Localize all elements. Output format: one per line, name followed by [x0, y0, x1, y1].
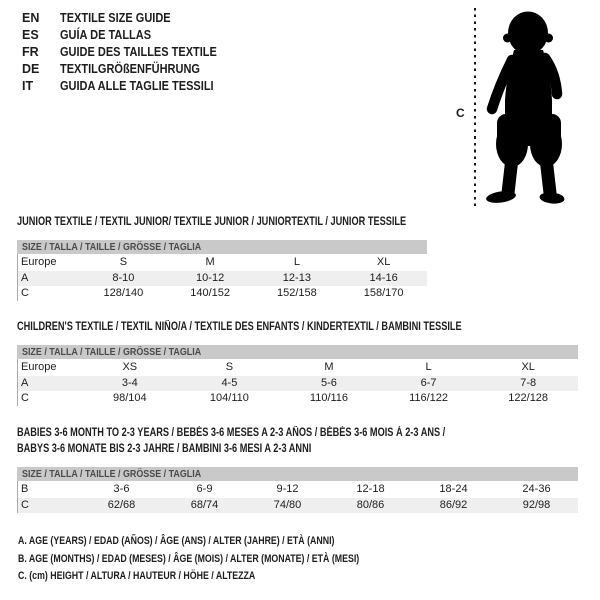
row-label: C — [21, 287, 29, 299]
section-title-text: CHILDREN'S TEXTILE / TEXTIL NIÑO/A / TEXTILE DES ENFANTS / KINDERTEXTIL / BAMBINI TESSILE — [17, 321, 462, 333]
cell-value: 86/92 — [439, 499, 468, 511]
section-title — [17, 214, 427, 230]
cell-value: 10-12 — [196, 272, 225, 284]
legend-text: A. AGE (YEARS) / EDAD (AÑOS) / ÂGE (ANS) / ALTER (JAHRE) / ETÀ (ANNI) — [18, 535, 335, 547]
measure-legend — [18, 533, 445, 586]
cell-value: 104/110 — [209, 392, 249, 404]
section-title-line — [17, 441, 578, 457]
cell-value: L — [425, 361, 432, 373]
language-guide-title: TEXTILE SIZE GUIDE — [60, 11, 171, 25]
cell-value: 12-18 — [356, 483, 385, 495]
table-row — [18, 359, 578, 376]
cell-value: XL — [521, 361, 535, 373]
table-row — [18, 254, 427, 271]
size-header-text: SIZE / TALLA / TAILLE / GRÖSSE / TAGLIA — [22, 468, 202, 480]
language-title-list — [22, 10, 238, 95]
legend-line — [18, 568, 445, 586]
cell-value: M — [324, 361, 334, 373]
cell-value: 98/104 — [112, 392, 147, 404]
height-measure-label: C — [456, 106, 465, 120]
table-rows — [17, 481, 578, 513]
row-label: C — [21, 499, 29, 511]
row-label: B — [21, 483, 29, 495]
cell-value: 24-36 — [522, 483, 551, 495]
size-table-section — [17, 319, 578, 406]
table-row — [18, 271, 427, 286]
size-header-bar — [17, 345, 578, 359]
cell-value: 18-24 — [439, 483, 468, 495]
size-header-text: SIZE / TALLA / TAILLE / GRÖSSE / TAGLIA — [22, 241, 202, 253]
cell-value: XL — [376, 256, 391, 268]
section-title-text: BABIES 3-6 MONTH TO 2-3 YEARS / BEBÉS 3-6 MESES A 2-3 AÑOS / BÉBÉS 3-6 MOIS À 2-3 ANS / — [17, 427, 446, 439]
cell-value: 92/98 — [522, 499, 551, 511]
cell-value: 140/152 — [190, 287, 230, 299]
language-guide-title: GUÍA DE TALLAS — [60, 28, 152, 42]
cell-value: 80/86 — [356, 499, 385, 511]
section-title-text: BABYS 3-6 MONATE BIS 2-3 JAHRE / BAMBINI 3-6 MESI A 2-3 ANNI — [17, 443, 312, 455]
language-guide-title: TEXTILGRÖßENFÜHRUNG — [60, 62, 200, 76]
language-guide-title: GUIDA ALLE TAGLIE TESSILI — [60, 79, 214, 93]
cell-value: 74/80 — [273, 499, 302, 511]
cell-value: 8-10 — [112, 272, 135, 284]
language-code: ES — [22, 28, 39, 42]
cell-value: 110/116 — [309, 392, 349, 404]
cell-value: 14-16 — [369, 272, 398, 284]
row-label: Europe — [21, 361, 57, 373]
size-header-text: SIZE / TALLA / TAILLE / GRÖSSE / TAGLIA — [22, 346, 202, 358]
language-row — [22, 61, 238, 78]
language-row — [22, 10, 238, 27]
section-title-text: JUNIOR TEXTILE / TEXTIL JUNIOR/ TEXTILE JUNIOR / JUNIORTEXTIL / JUNIOR TESSILE — [17, 216, 407, 228]
size-table-section — [17, 214, 427, 301]
toddler-silhouette-icon — [482, 8, 578, 206]
language-row — [22, 78, 238, 95]
cell-value: S — [119, 256, 128, 268]
cell-value: 68/74 — [190, 499, 219, 511]
cell-value: 158/170 — [363, 287, 404, 299]
section-title-line — [17, 214, 427, 230]
table-row — [18, 481, 578, 498]
language-guide-title: GUIDE DES TAILLES TEXTILE — [60, 45, 217, 59]
cell-value: 5-6 — [321, 377, 337, 389]
cell-value: 116/122 — [409, 392, 449, 404]
cell-value: 128/140 — [103, 287, 144, 299]
size-table-section — [17, 425, 578, 513]
table-rows — [17, 359, 578, 406]
size-header-bar — [17, 467, 578, 481]
language-code: IT — [22, 79, 34, 93]
section-title — [17, 319, 578, 335]
cell-value: 4-5 — [221, 377, 238, 389]
language-code: DE — [22, 62, 40, 76]
legend-line — [18, 533, 445, 551]
table-row — [18, 498, 578, 513]
cell-value: S — [225, 361, 234, 373]
cell-value: 7-8 — [520, 377, 537, 389]
table-row — [18, 376, 578, 391]
cell-value: 62/68 — [107, 499, 136, 511]
cell-value: 3-4 — [121, 377, 138, 389]
cell-value: L — [293, 256, 300, 268]
legend-line — [18, 551, 445, 569]
row-label: C — [21, 392, 29, 404]
cell-value: 122/128 — [508, 392, 549, 404]
cell-value: 3-6 — [113, 483, 130, 495]
height-dotted-line — [474, 8, 476, 207]
row-label: Europe — [21, 256, 57, 268]
section-title-line — [17, 319, 578, 335]
cell-value: M — [205, 256, 215, 268]
cell-value: 6-9 — [196, 483, 213, 495]
size-header-bar — [17, 240, 427, 254]
language-code: EN — [22, 11, 40, 25]
language-row — [22, 27, 238, 44]
language-row — [22, 44, 238, 61]
cell-value: 9-12 — [276, 483, 299, 495]
table-rows — [17, 254, 427, 301]
table-row — [18, 286, 427, 301]
cell-value: 152/158 — [276, 287, 317, 299]
language-code: FR — [22, 45, 39, 59]
cell-value: XS — [122, 361, 138, 373]
legend-text: B. AGE (MONTHS) / EDAD (MESES) / ÂGE (MOIS) / ALTER (MONATE) / ETÀ (MESI) — [18, 552, 360, 565]
cell-value: 12-13 — [282, 272, 311, 284]
table-row — [18, 391, 578, 406]
row-label: A — [21, 377, 29, 389]
section-title — [17, 425, 578, 457]
legend-text: C. (cm) HEIGHT / ALTURA / HAUTEUR / HÖHE / ALTEZZA — [18, 570, 256, 582]
cell-value: 6-7 — [420, 377, 437, 389]
section-title-line — [17, 425, 578, 441]
row-label: A — [21, 272, 29, 284]
